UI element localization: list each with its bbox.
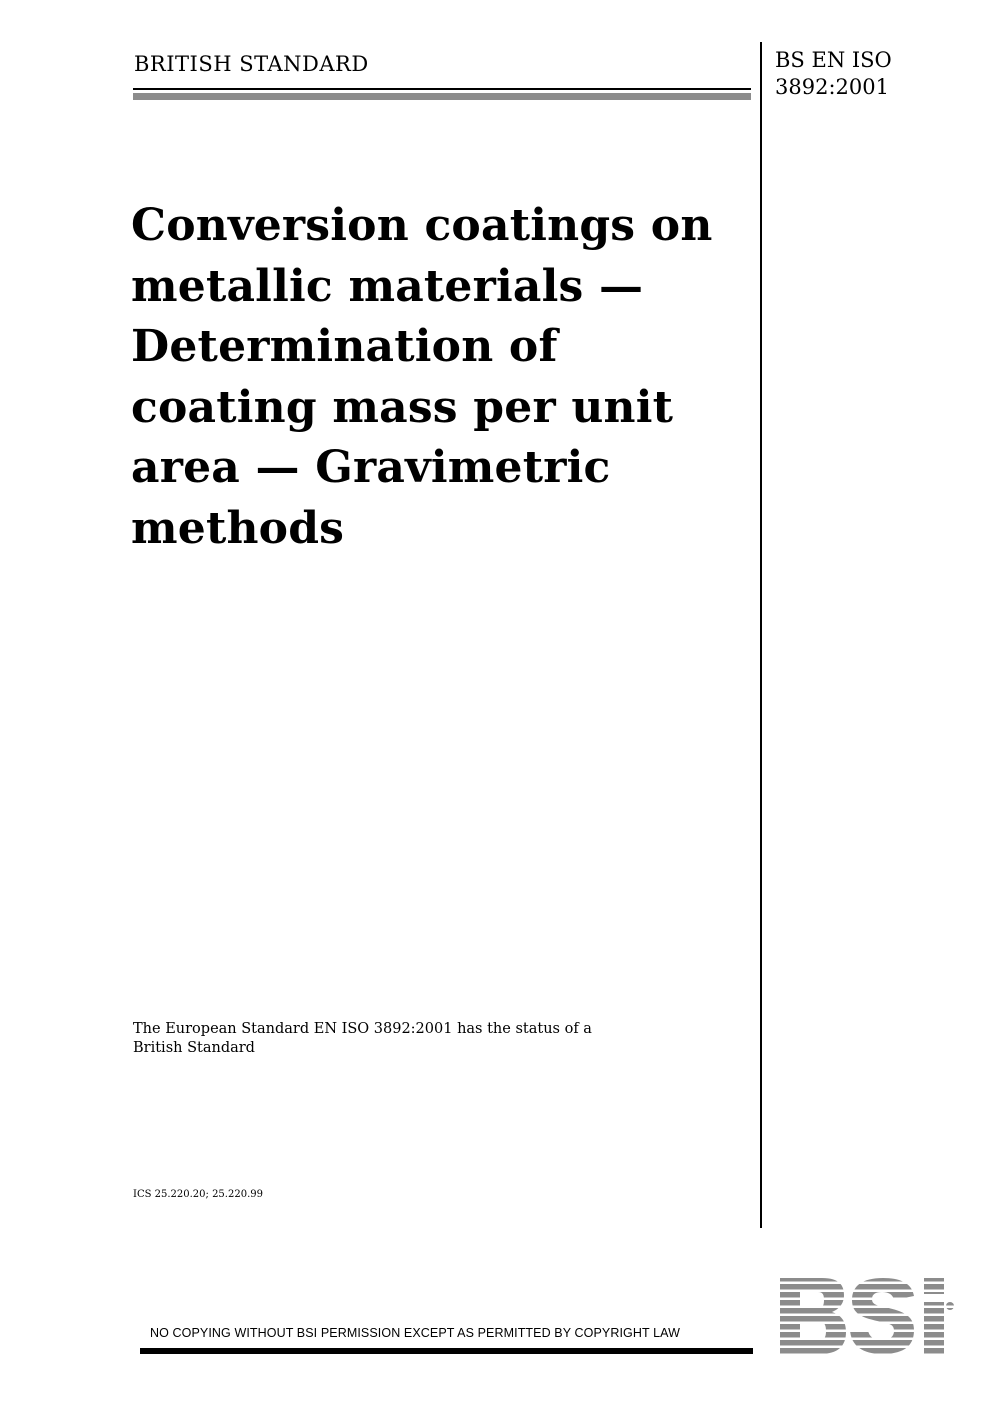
bsi-logo	[778, 1276, 956, 1356]
copyright-notice: NO COPYING WITHOUT BSI PERMISSION EXCEPT AS PERMITTED BY COPYRIGHT LAW	[150, 1326, 681, 1340]
vertical-divider	[760, 42, 762, 1228]
ics-codes: ICS 25.220.20; 25.220.99	[133, 1189, 263, 1200]
status-line: British Standard	[133, 1040, 255, 1056]
footer-rule	[140, 1348, 753, 1354]
header-rule-black	[133, 88, 751, 90]
title-line: metallic materials —	[131, 260, 644, 312]
document-title	[131, 196, 751, 559]
status-line: The European Standard EN ISO 3892:2001 has the status of a	[133, 1021, 592, 1037]
series-label: BRITISH STANDARD	[134, 52, 369, 76]
status-statement	[133, 1020, 592, 1058]
title-line: methods	[131, 502, 345, 554]
title-line: coating mass per unit	[131, 381, 674, 433]
title-line: Conversion coatings on	[131, 200, 713, 251]
header-rule-grey	[133, 93, 751, 100]
standard-number	[775, 47, 892, 101]
standard-number-line-1: BS EN ISO	[775, 48, 892, 72]
standard-number-line-2: 3892:2001	[775, 75, 889, 99]
title-line: area — Gravimetric	[131, 442, 611, 493]
title-line: Determination of	[131, 321, 558, 372]
